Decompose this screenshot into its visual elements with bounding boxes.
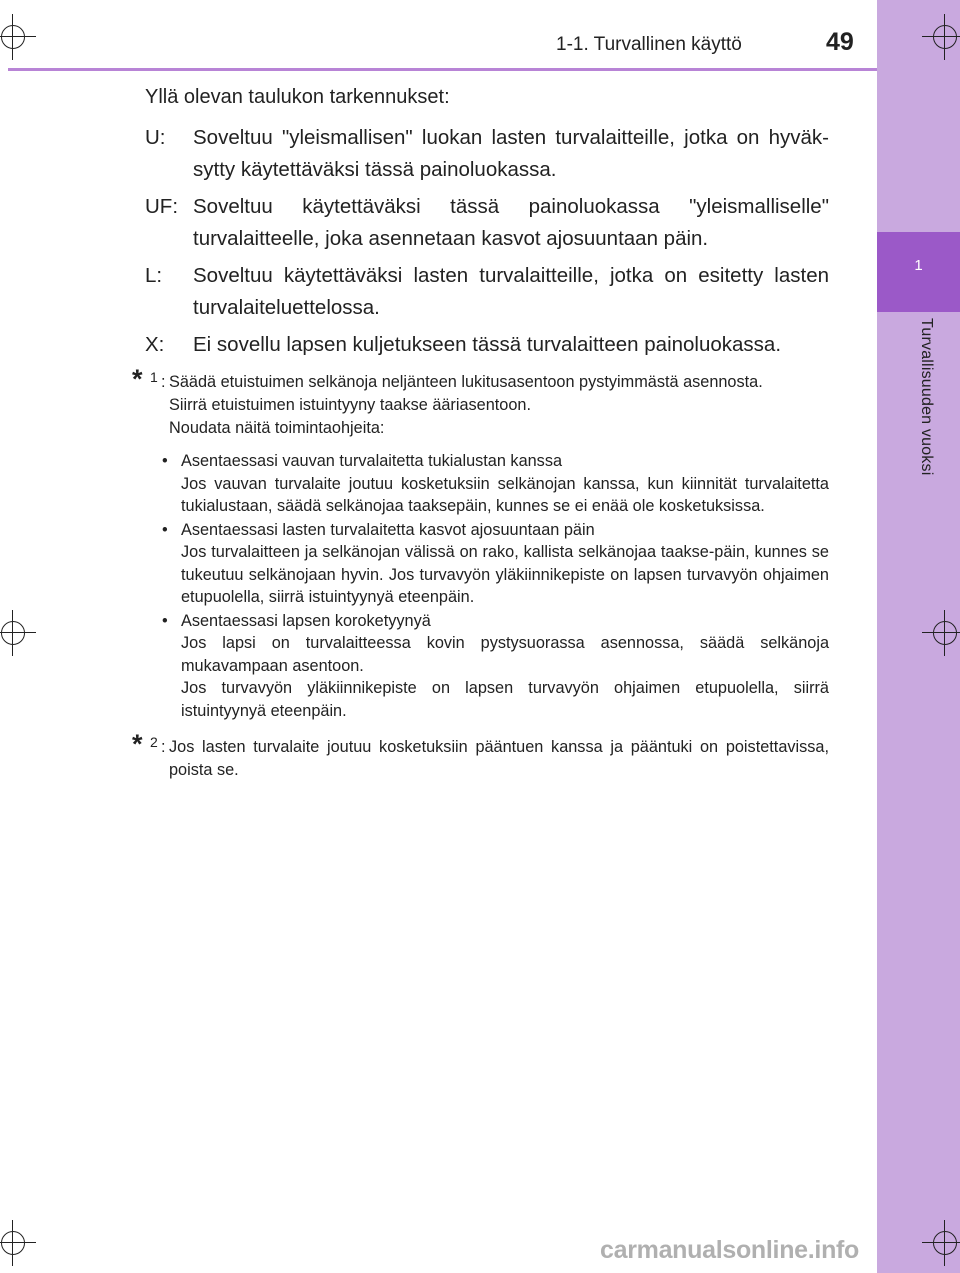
watermark: carmanualsonline.info bbox=[600, 1236, 860, 1264]
chapter-tab[interactable]: 1 bbox=[877, 232, 960, 312]
definition-text: Soveltuu käytettäväksi tässä painoluokassa "yleismalliselle" turvalaitteelle, joka asennetaan kasvot ajosuuntaan päin. bbox=[193, 195, 829, 250]
bullet-icon: • bbox=[162, 520, 168, 539]
list-item bbox=[145, 610, 829, 723]
definition-text: Ei sovellu lapsen kuljetukseen tässä turvalaitteen painoluokassa. bbox=[193, 333, 782, 356]
definition-key: U: bbox=[145, 126, 166, 149]
definition-row bbox=[145, 260, 829, 324]
list-item-title: Asentaessasi lapsen koroketyynyä bbox=[181, 611, 431, 630]
footnote-1 bbox=[132, 364, 829, 722]
registration-mark-icon bbox=[0, 1228, 28, 1258]
list-item-title: Asentaessasi lasten turvalaitetta kasvot ajosuuntaan päin bbox=[181, 520, 595, 539]
footnote-line: Säädä etuistuimen selkänoja neljänteen lukitusasentoon pystyimmästä asennosta. bbox=[169, 373, 763, 391]
footnote-index: 2 bbox=[150, 734, 158, 750]
bullet-icon: • bbox=[162, 452, 168, 470]
footnote-colon: : bbox=[161, 738, 166, 756]
definition-row bbox=[145, 329, 829, 361]
registration-mark-icon bbox=[930, 1228, 960, 1258]
footnote-star: * bbox=[132, 729, 143, 759]
definition-text: Soveltuu käytettäväksi lasten turvalaitteille, jotka on esitetty lasten turvalaiteluettelossa. bbox=[193, 264, 829, 319]
page-number: 49 bbox=[826, 28, 854, 56]
list-item bbox=[145, 519, 829, 609]
registration-mark-icon bbox=[0, 618, 28, 648]
definition-key: UF: bbox=[145, 195, 179, 218]
instruction-list bbox=[145, 450, 829, 722]
definition-key: L: bbox=[145, 264, 163, 287]
chapter-label: Turvallisuuden vuoksi bbox=[918, 318, 935, 476]
registration-mark-icon bbox=[930, 22, 960, 52]
footnote-line: Noudata näitä toimintaohjeita: bbox=[169, 419, 385, 437]
intro-text: Yllä olevan taulukon tarkennukset: bbox=[145, 86, 450, 108]
list-item bbox=[145, 450, 829, 518]
list-item-body: Jos vauvan turvalaite joutuu kosketuksiin selkänojan kanssa, kun kiinnität turvalaitetta tukialustaan, säädä selkänojaa taaksepäin, kunnes se ei enää ole kosketuksissa. bbox=[181, 474, 829, 515]
definition-row bbox=[145, 122, 829, 186]
footnote-text: Jos lasten turvalaite joutuu kosketuksiin pääntuen kanssa ja pääntuki on poistettavissa, poista se. bbox=[169, 738, 829, 779]
footnote-2 bbox=[132, 729, 829, 782]
list-item-body: Jos turvalaitteen ja selkänojan välissä on rako, kallista selkänojaa taakse-päin, kunnes se tukeutuu selkänojaan hyvin. Jos turvavyön yläkiinnikepiste on lapsen turvavyön ohjaimen etupuolella, siirrä istuintyynyä eteenpäin. bbox=[181, 543, 829, 606]
list-item-body: Jos lapsi on turvalaitteessa kovin pystysuorassa asennossa, säädä selkänoja mukavampaan asentoon. bbox=[181, 634, 829, 675]
footnote-line: Siirrä etuistuimen istuintyyny taakse ääriasentoon. bbox=[169, 396, 531, 414]
footnote-star: * bbox=[132, 364, 143, 394]
header-rule bbox=[8, 68, 877, 71]
bullet-icon: • bbox=[162, 611, 168, 630]
list-item-title: Asentaessasi vauvan turvalaitetta tukialustan kanssa bbox=[181, 452, 563, 470]
definition-text: Soveltuu "yleismallisen" luokan lasten turvalaitteille, jotka on hyväk-sytty käytettäväksi tässä painoluokassa. bbox=[193, 126, 829, 181]
page-content bbox=[132, 82, 829, 782]
definition-row bbox=[145, 191, 829, 255]
definition-key: X: bbox=[145, 333, 165, 356]
list-item-body: Jos turvavyön yläkiinnikepiste on lapsen turvavyön ohjaimen etupuolella, siirrä istuintyynyä eteenpäin. bbox=[181, 679, 829, 720]
footnote-colon: : bbox=[161, 373, 166, 391]
registration-mark-icon bbox=[930, 618, 960, 648]
section-title: 1-1. Turvallinen käyttö bbox=[556, 34, 742, 55]
footnote-index: 1 bbox=[150, 369, 158, 385]
registration-mark-icon bbox=[0, 22, 28, 52]
